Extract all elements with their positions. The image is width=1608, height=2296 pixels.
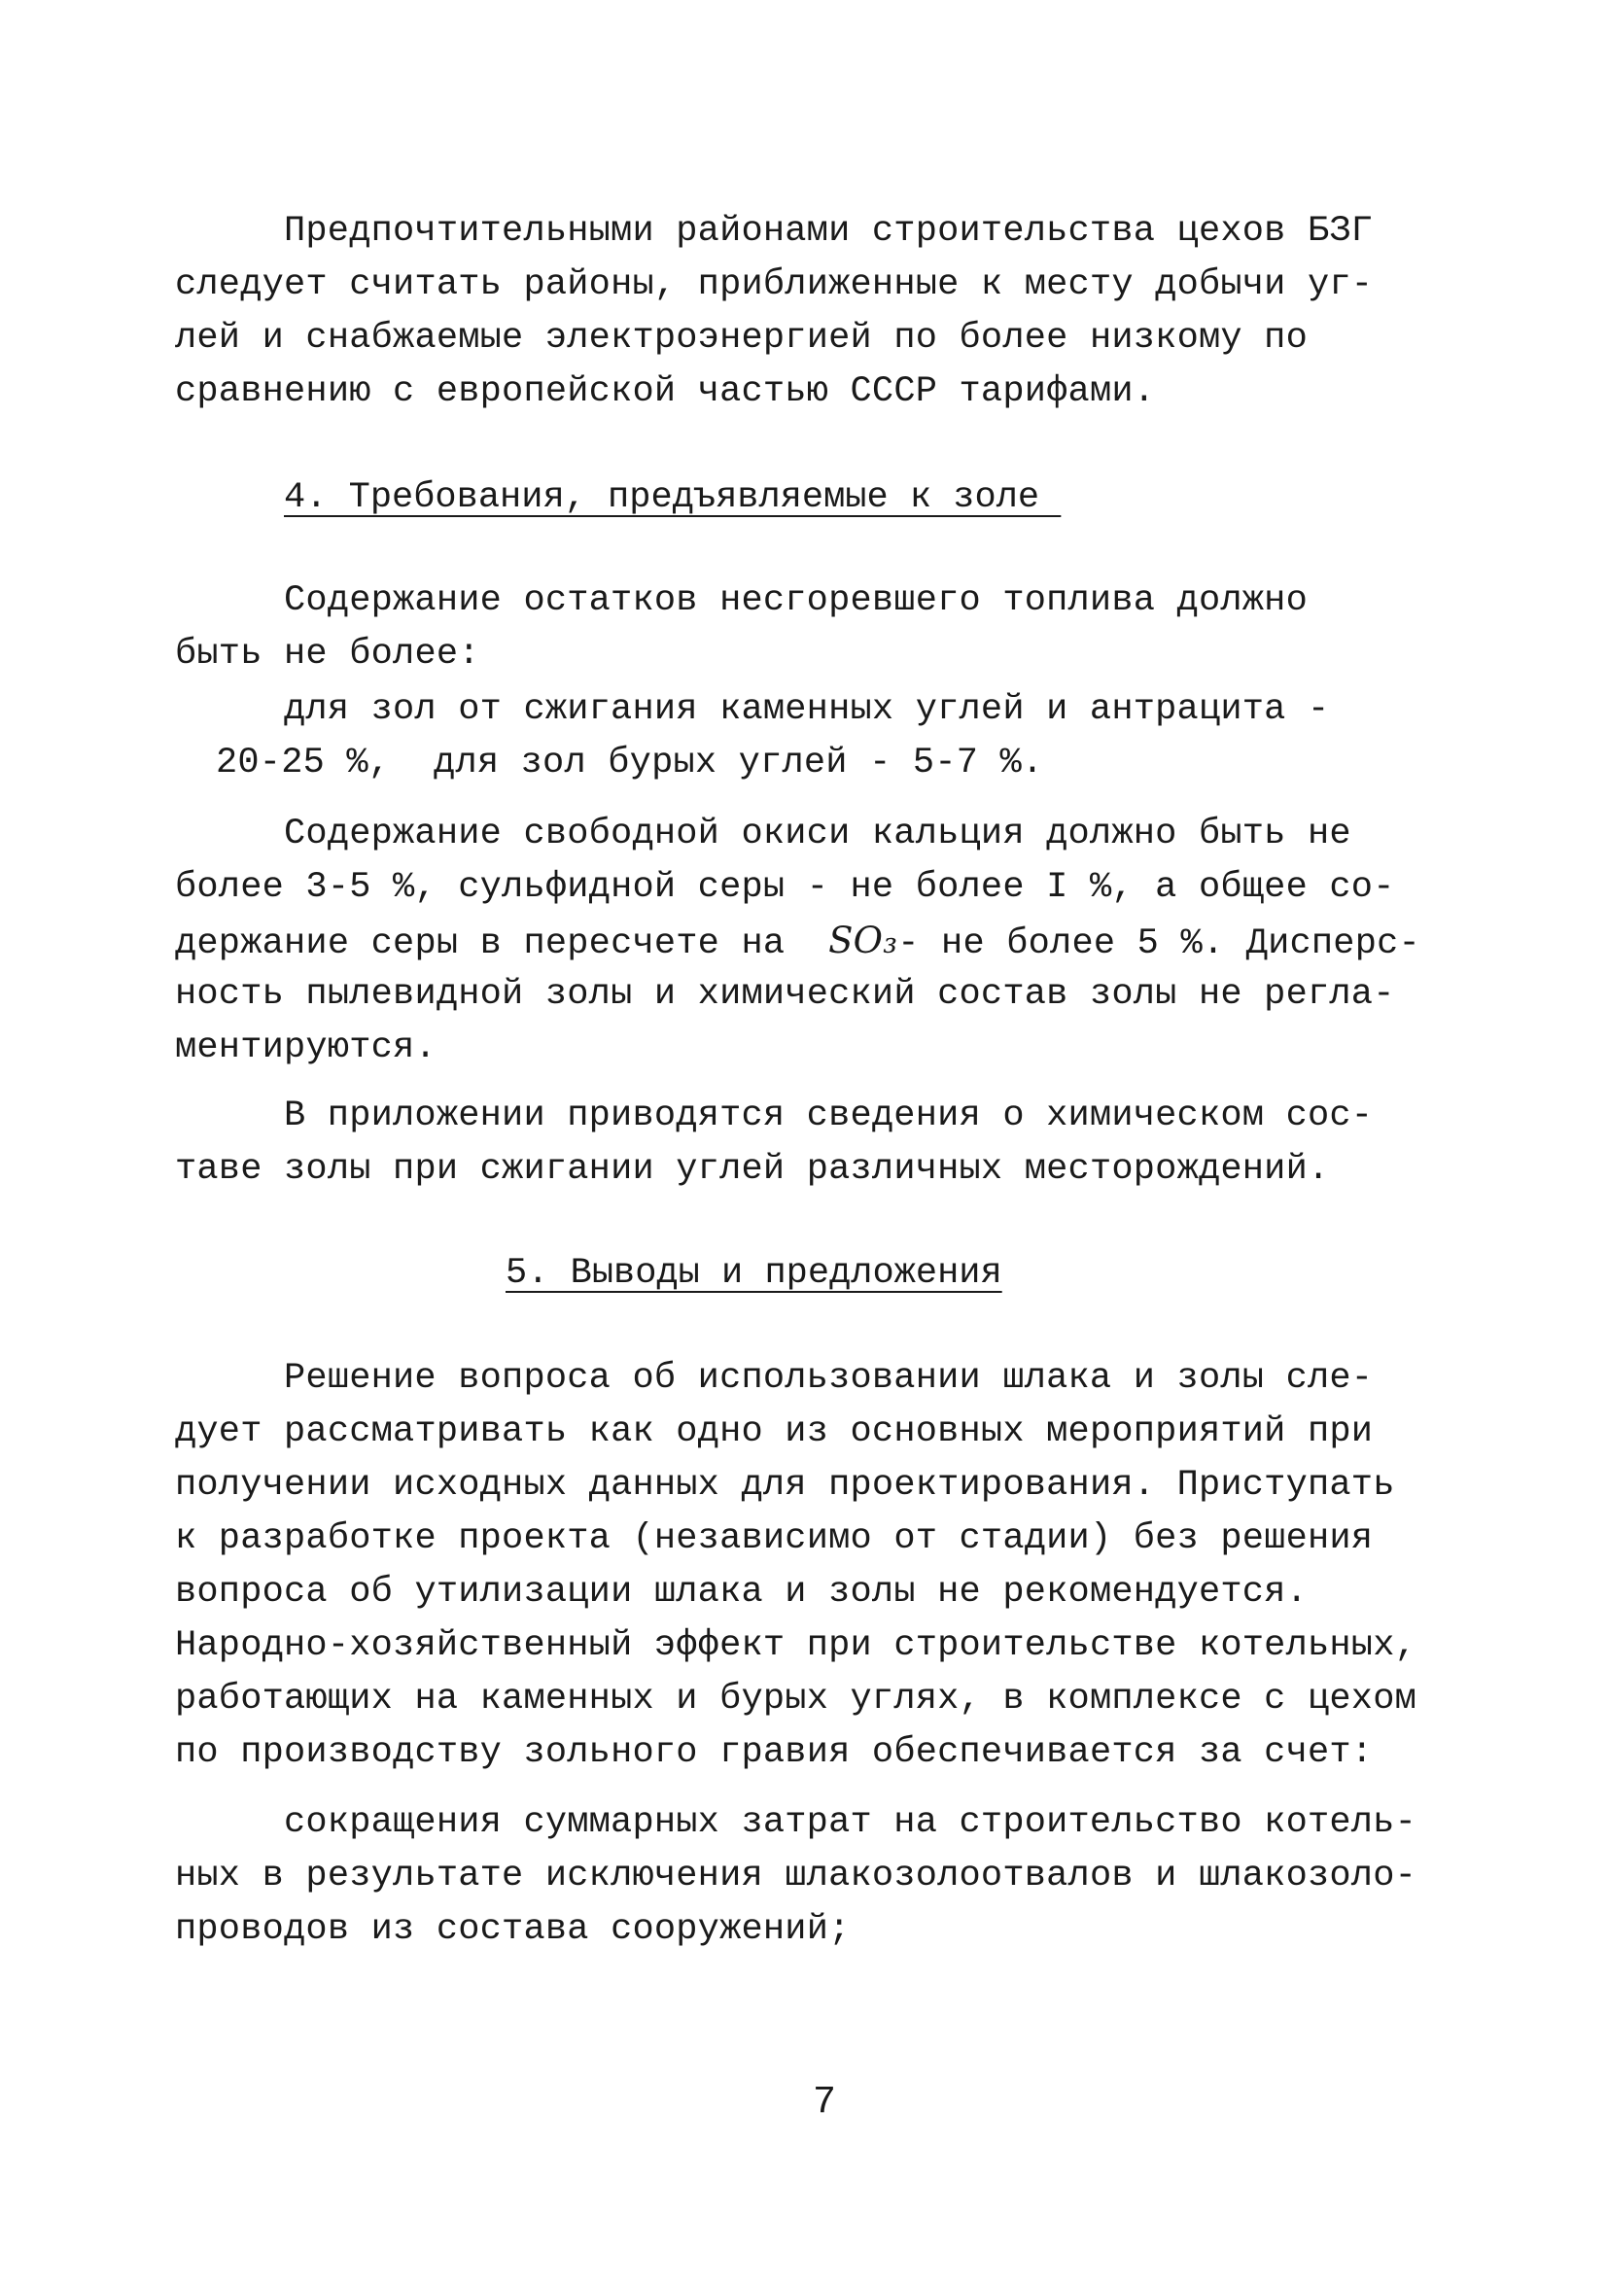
paragraph-6-line-3: проводов из состава сооружений; bbox=[175, 1909, 851, 1950]
section-4-heading: 4. Требования, предъявляемые к золе bbox=[284, 477, 1062, 518]
paragraph-5-line-8: по производству зольного гравия обеспечивается за счет: bbox=[175, 1732, 1374, 1773]
paragraph-5-line-6: Народно-хозяйственный эффект при строительстве котельных, bbox=[175, 1625, 1417, 1666]
paragraph-1-line-3: лей и снабжаемые электроэнергией по более низкому по bbox=[175, 318, 1308, 359]
paragraph-2-line-3: для зол от сжигания каменных углей и антрацита - bbox=[284, 689, 1330, 730]
paragraph-1-line-1: Предпочтительными районами строительства цехов БЗГ bbox=[284, 211, 1374, 252]
section-5-heading: 5. Выводы и предложения bbox=[506, 1253, 1002, 1294]
paragraph-5-line-1: Решение вопроса об использовании шлака и золы сле- bbox=[284, 1358, 1374, 1399]
paragraph-5-line-4: к разработке проекта (независимо от стадии) без решения bbox=[175, 1518, 1374, 1559]
paragraph-3-line-1: Содержание свободной окиси кальция должно быть не bbox=[284, 814, 1351, 854]
paragraph-5-line-2: дует рассматривать как одно из основных мероприятий при bbox=[175, 1411, 1374, 1452]
sulfur-trioxide-formula: SO₃ bbox=[828, 920, 898, 961]
paragraph-3-line-3-start: держание серы в пересчете на bbox=[175, 923, 829, 964]
paragraph-5-line-5: вопроса об утилизации шлака и золы не рекомендуется. bbox=[175, 1572, 1308, 1613]
paragraph-1-line-4: сравнению с европейской частью СССР тарифами. bbox=[175, 371, 1156, 412]
page-number: 7 bbox=[813, 2081, 837, 2125]
paragraph-6-line-1: сокращения суммарных затрат на строительство котель- bbox=[284, 1802, 1416, 1843]
paragraph-6-line-2: ных в результате исключения шлакозолоотвалов и шлакозоло- bbox=[175, 1856, 1417, 1896]
paragraph-3-line-3-end: - не более 5 %. Дисперс- bbox=[897, 923, 1420, 964]
paragraph-5-line-7: работающих на каменных и бурых углях, в комплексе с цехом bbox=[175, 1679, 1417, 1720]
paragraph-3-line-3 bbox=[175, 922, 1420, 963]
paragraph-3-line-5: ментируются. bbox=[175, 1027, 437, 1068]
paragraph-3-line-2: более 3-5 %, сульфидной серы - не более I %, а общее со- bbox=[175, 867, 1395, 908]
paragraph-1-line-2: следует считать районы, приближенные к месту добычи уг- bbox=[175, 264, 1374, 305]
paragraph-4-line-2: таве золы при сжигании углей различных месторождений. bbox=[175, 1149, 1330, 1190]
paragraph-4-line-1: В приложении приводятся сведения о химическом сос- bbox=[284, 1096, 1374, 1136]
paragraph-2-line-1: Содержание остатков несгоревшего топлива должно bbox=[284, 580, 1308, 621]
paragraph-2-line-2: быть не более: bbox=[175, 634, 480, 675]
paragraph-2-line-4: 20-25 %, для зол бурых углей - 5-7 %. bbox=[216, 743, 1044, 783]
paragraph-3-line-4: ность пылевидной золы и химический состав золы не регла- bbox=[175, 974, 1395, 1015]
paragraph-5-line-3: получении исходных данных для проектирования. Приступать bbox=[175, 1465, 1395, 1506]
